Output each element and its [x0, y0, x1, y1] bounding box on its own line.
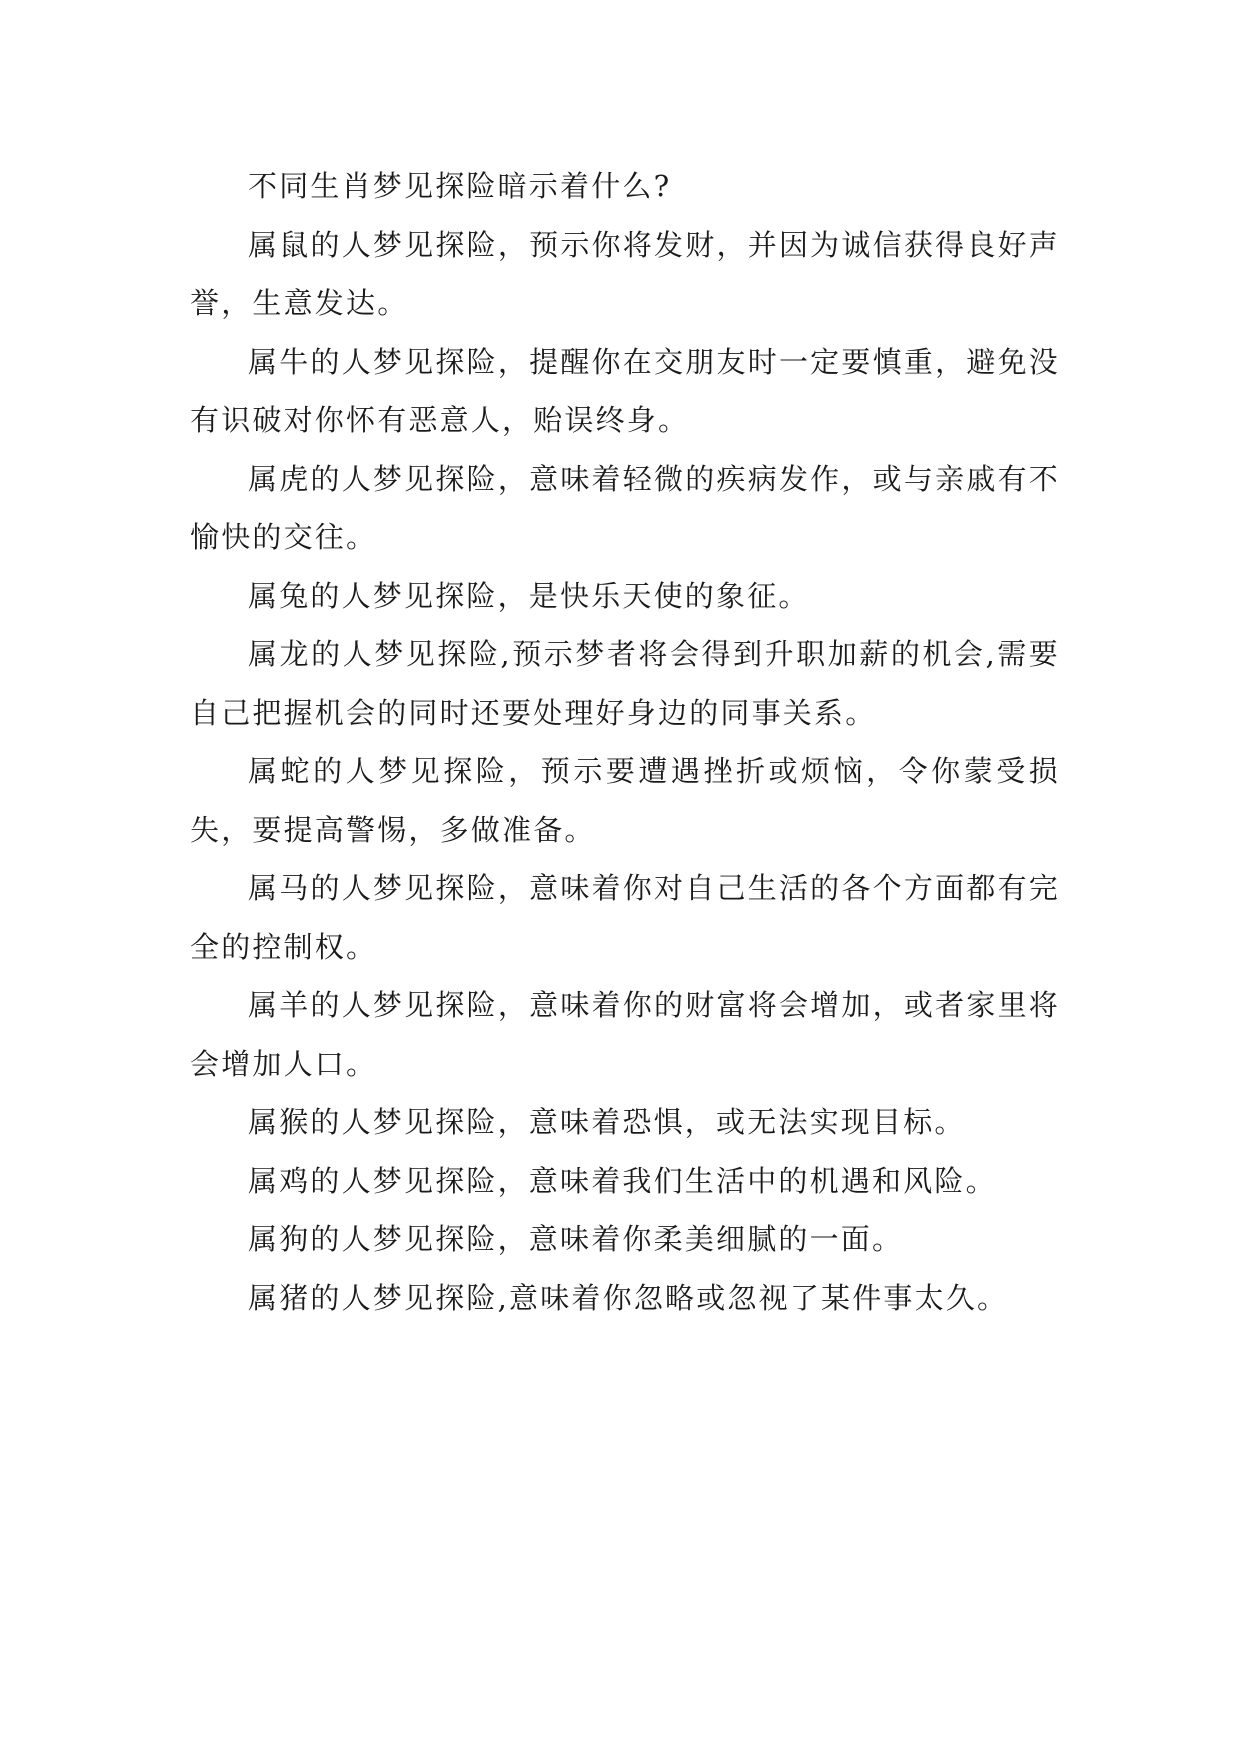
- paragraph-goat: 属羊的人梦见探险，意味着你的财富将会增加，或者家里将会增加人口。: [190, 988, 1060, 1081]
- paragraph-snake: 属蛇的人梦见探险，预示要遭遇挫折或烦恼，令你蒙受损失，要提高警惕，多做准备。: [190, 754, 1060, 847]
- paragraph-rat: 属鼠的人梦见探险，预示你将发财，并因为诚信获得良好声誉，生意发达。: [190, 227, 1060, 320]
- paragraph-monkey: 属猴的人梦见探险，意味着恐惧，或无法实现目标。: [248, 1105, 966, 1139]
- paragraph-dragon: 属龙的人梦见探险,预示梦者将会得到升职加薪的机会,需要自己把握机会的同时还要处理好身边的同事关系。: [190, 637, 1060, 730]
- paragraph-rooster: 属鸡的人梦见探险，意味着我们生活中的机遇和风险。: [248, 1163, 997, 1198]
- paragraph-tiger: 属虎的人梦见探险，意味着轻微的疾病发作，或与亲戚有不愉快的交往。: [190, 461, 1060, 554]
- paragraph-horse: 属马的人梦见探险，意味着你对自己生活的各个方面都有完全的控制权。: [190, 871, 1060, 964]
- paragraph-pig: 属猪的人梦见探险,意味着你忽略或忽视了某件事太久。: [248, 1280, 1009, 1315]
- document-body: [190, 157, 1060, 1327]
- paragraph-rabbit: 属兔的人梦见探险，是快乐天使的象征。: [248, 578, 810, 613]
- paragraph-ox: 属牛的人梦见探险，提醒你在交朋友时一定要慎重，避免没有识破对你怀有恶意人，贻误终身。: [190, 344, 1060, 437]
- heading-question: 不同生肖梦见探险暗示着什么?: [248, 169, 672, 203]
- paragraph-dog: 属狗的人梦见探险，意味着你柔美细腻的一面。: [248, 1222, 904, 1256]
